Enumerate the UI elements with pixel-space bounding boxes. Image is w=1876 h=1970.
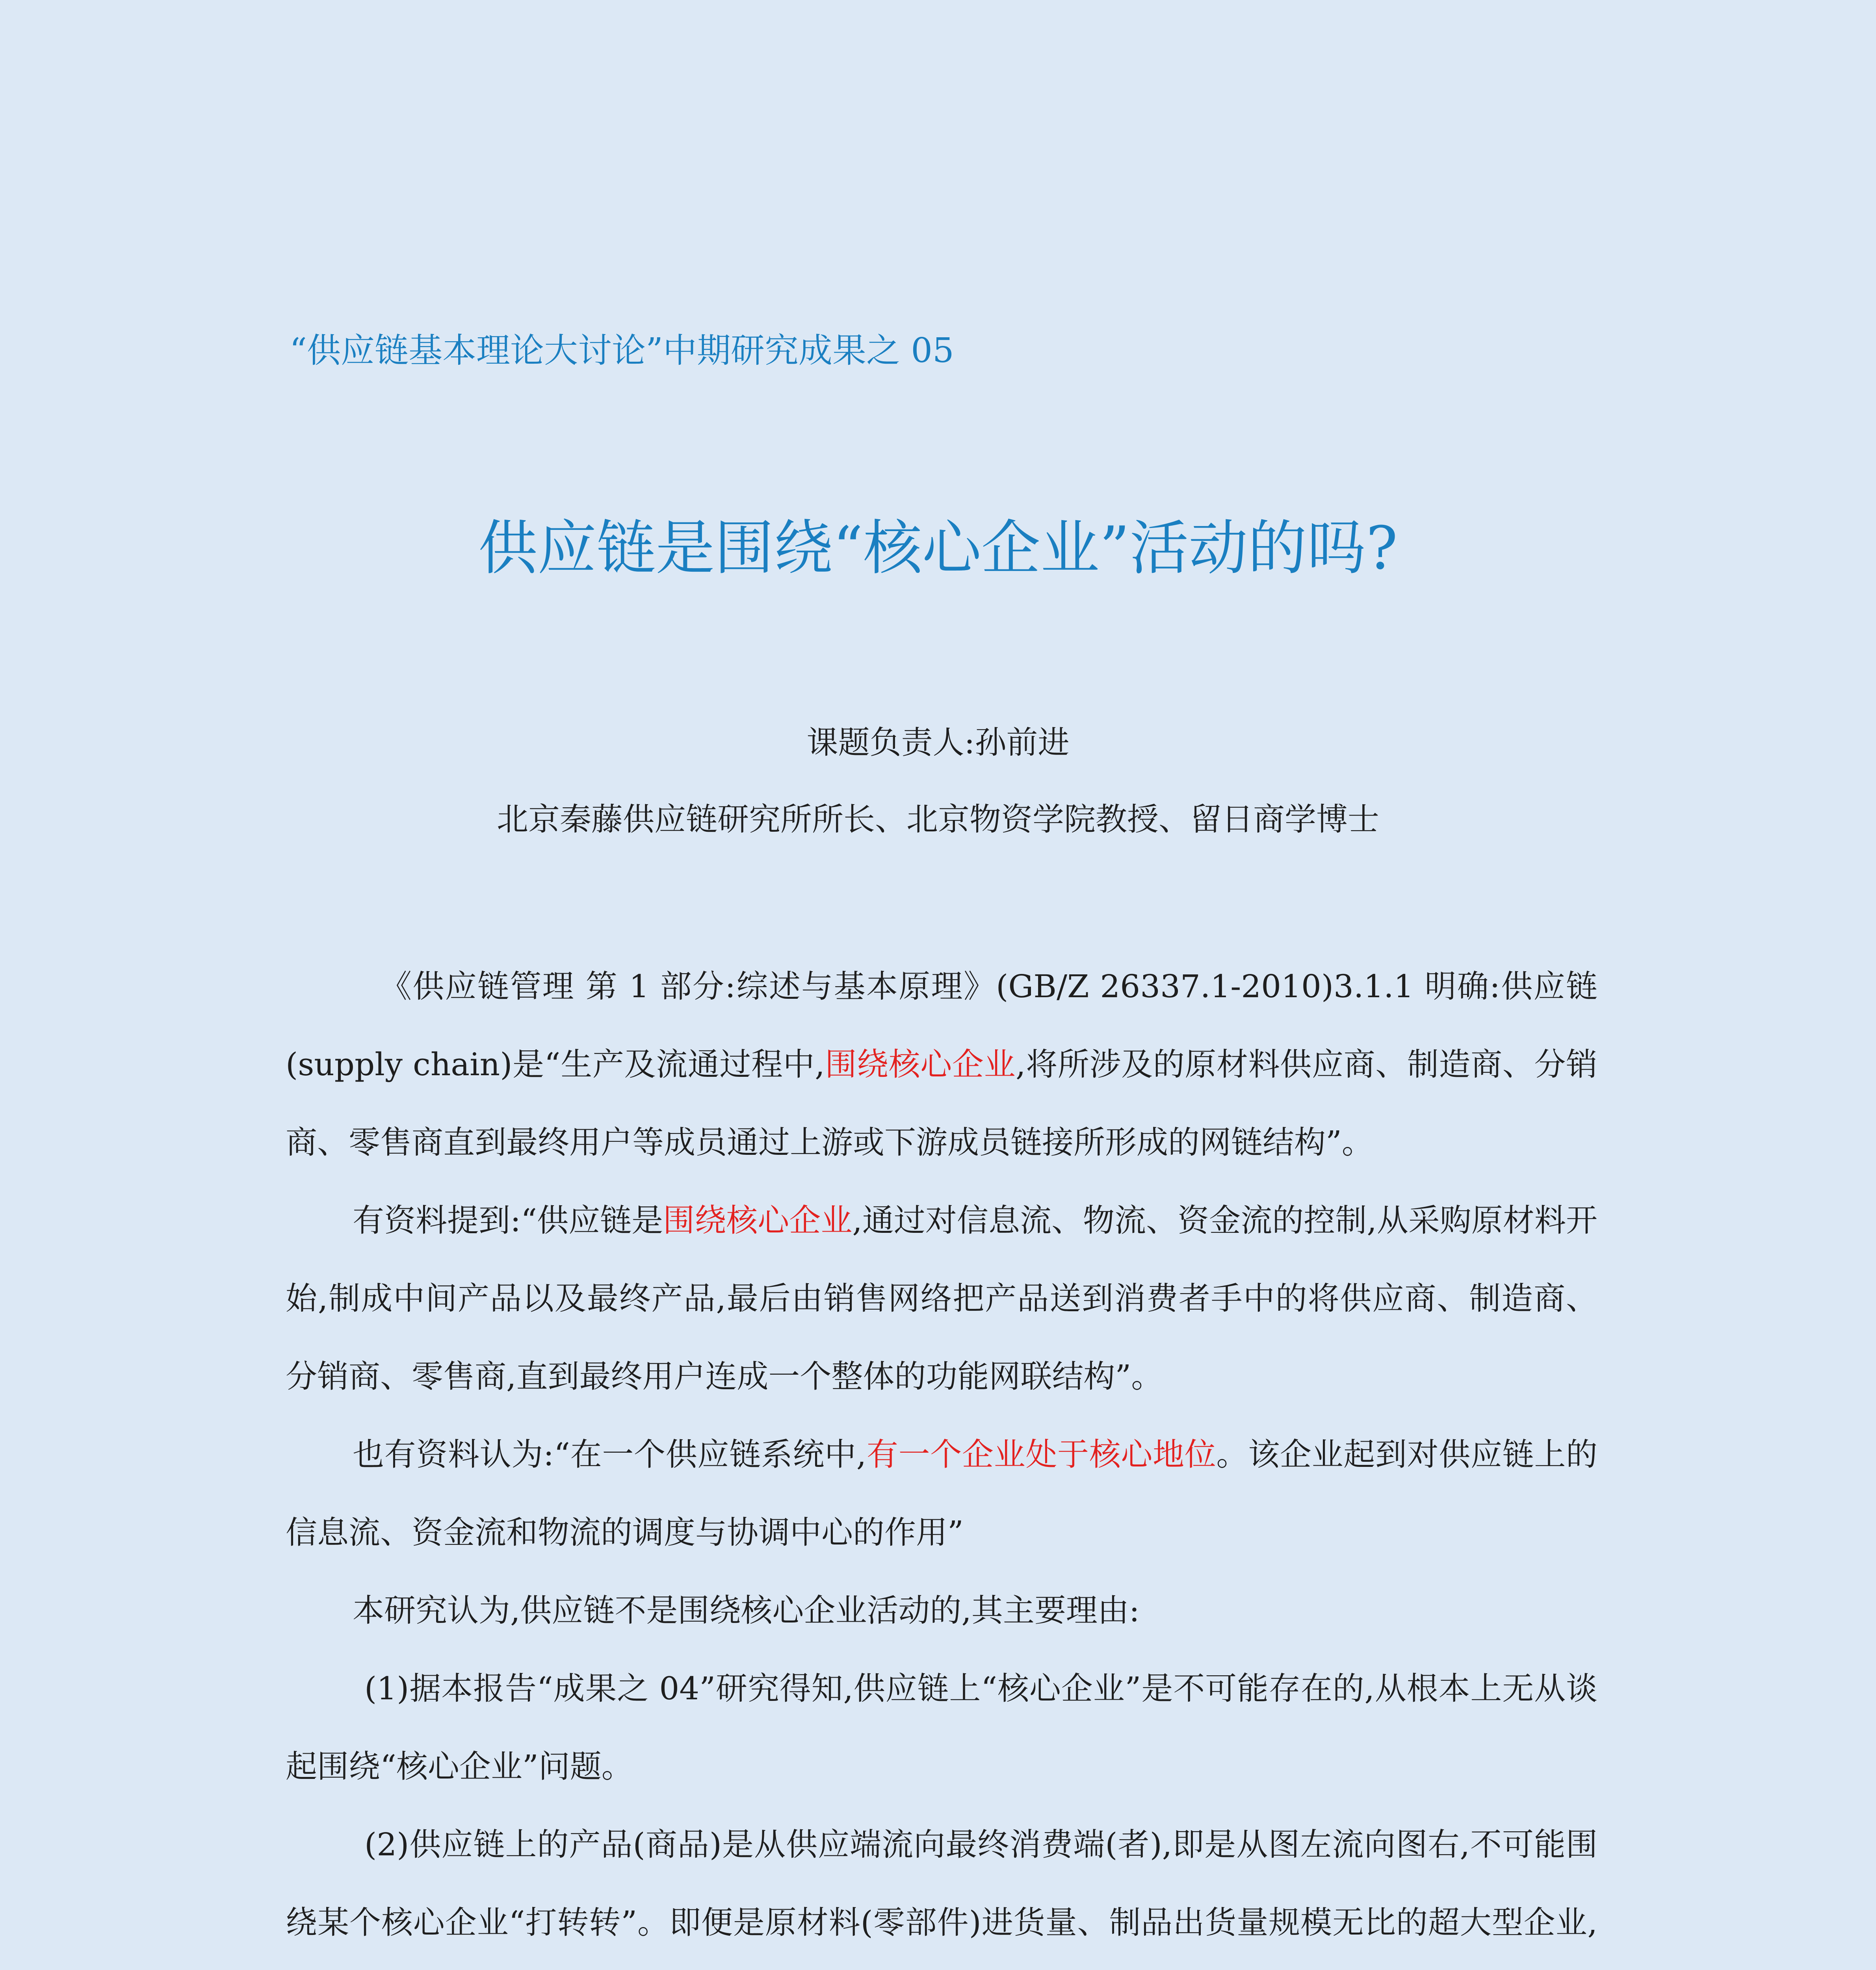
paragraph-text: 有资料提到:“供应链是	[353, 1202, 663, 1239]
series-header: “供应链基本理论大讨论”中期研究成果之 05	[290, 331, 954, 370]
highlighted-phrase: 围绕核心企业	[825, 1046, 1016, 1083]
paragraph-study-position: 本研究认为,供应链不是围绕核心企业活动的,其主要理由:	[353, 1592, 1140, 1629]
highlighted-phrase: 围绕核心企业	[663, 1202, 853, 1239]
paragraph-core-position-view	[286, 1416, 1597, 1572]
paragraph-text: ,将所涉及的原材料供应商、制造商、分销商、零售商直到最终用户等成员通过上游或下游成员链接所形成的网链结构”。	[286, 1046, 1598, 1161]
body-text	[286, 948, 1597, 1970]
paragraph-material-citation	[286, 1182, 1597, 1416]
paragraph-text: 。该企业起到对供应链上的信息流、资金流和物流的调度与协调中心的作用”	[286, 1436, 1598, 1551]
paragraph-text: 《供应链管理 第 1 部分:综述与基本原理》(GB/Z 26337.1-2010)3.1.1 明确:供应链(supply chain)是“生产及流通过程中,	[286, 968, 1597, 1083]
paragraph-standard-definition	[286, 948, 1597, 1182]
paragraph-reason-1: (1)据本报告“成果之 04”研究得知,供应链上“核心企业”是不可能存在的,从根本上无从谈起围绕“核心企业”问题。	[286, 1670, 1597, 1785]
page-title: 供应链是围绕“核心企业”活动的吗?	[478, 514, 1398, 583]
paragraph-text: ,通过对信息流、物流、资金流的控制,从采购原材料开始,制成中间产品以及最终产品,最后由销售网络把产品送到消费者手中的将供应商、制造商、分销商、零售商,直到最终用户连成一个整体的功能网联结构”。	[286, 1202, 1598, 1395]
highlighted-phrase: 有一个企业处于核心地位	[866, 1436, 1217, 1473]
paragraph-text: 也有资料认为:“在一个供应链系统中,	[353, 1436, 867, 1473]
paragraph-reason-2: (2)供应链上的产品(商品)是从供应端流向最终消费端(者),即是从图左流向图右,不可能围绕某个核心企业“打转转”。即便是原材料(零部件)进货量、制品出货量规模无比的超大型企业,	[286, 1826, 1597, 1941]
author-affiliation: 北京秦藤供应链研究所所长、北京物资学院教授、留日商学博士	[497, 801, 1379, 838]
author-name: 课题负责人:孙前进	[806, 724, 1070, 761]
